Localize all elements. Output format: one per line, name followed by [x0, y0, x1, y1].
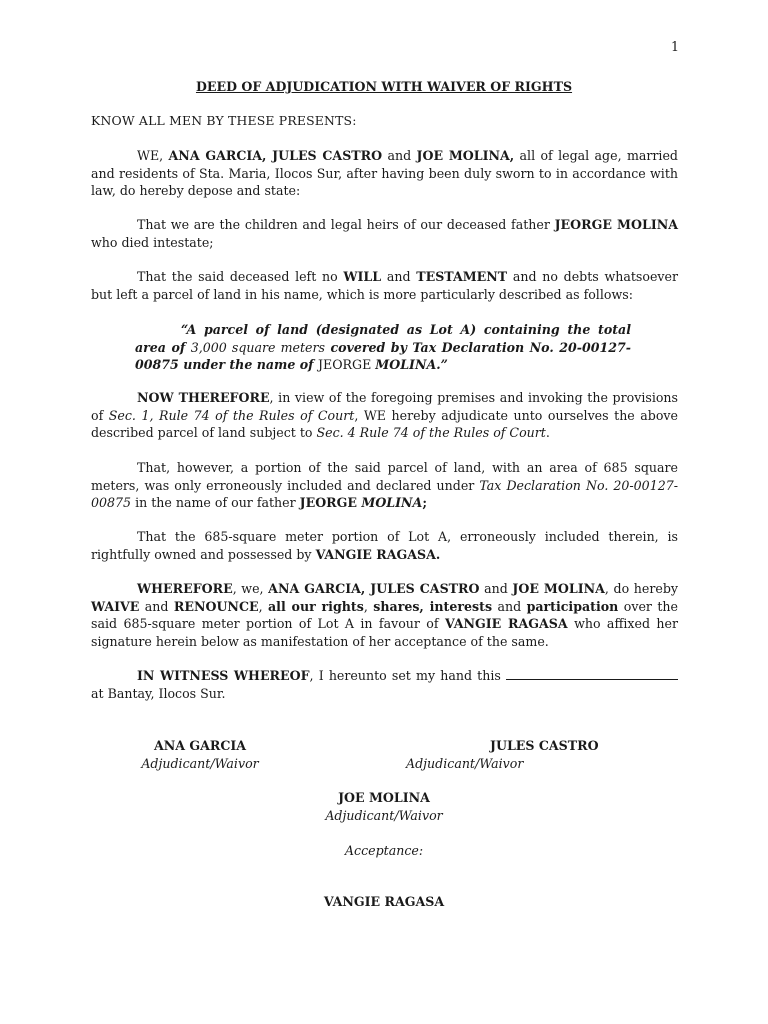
- land-description-quote: “A parcel of land (designated as Lot A) containing the total area of 3,000 square meters covered by Tax Declaration No. 20-00127-00875 under the name of JEORGE MOLINA.”: [135, 322, 631, 373]
- paragraph-estate: That the said deceased left no WILL and TESTAMENT and no debts whatsoever but left a parcel of land in his name, which is more particularly described as follows:: [91, 269, 678, 302]
- signature-block-joe-molina: JOE MOLINA Adjudicant/Waivor: [325, 790, 443, 823]
- document-title: DEED OF ADJUDICATION WITH WAIVER OF RIGHTS: [195, 79, 573, 94]
- acceptance-label: Acceptance:: [344, 843, 424, 858]
- date-blank-line: [506, 667, 678, 680]
- signature-block-ana-garcia: ANA GARCIA Adjudicant/Waivor: [141, 738, 259, 771]
- page-number: 1: [671, 39, 680, 54]
- signature-block-vangie-ragasa: VANGIE RAGASA: [323, 894, 445, 909]
- paragraph-portion: That, however, a portion of the said parcel of land, with an area of 685 square meters, was only erroneously included and declared under Tax Declaration No. 20-00127-00875 in the name of our father JEORGE MOLINA;: [91, 460, 678, 511]
- paragraph-ownership: That the 685-square meter portion of Lot A, erroneously included therein, is rightfully owned and possessed by VANGIE RAGASA.: [91, 529, 678, 562]
- paragraph-parties: WE, ANA GARCIA, JULES CASTRO and JOE MOLINA, all of legal age, married and residents of Sta. Maria, Ilocos Sur, after having been duly sworn to in accordance with law, do hereby depose and state:: [91, 148, 678, 199]
- paragraph-heirs: That we are the children and legal heirs of our deceased father JEORGE MOLINA who died intestate;: [91, 217, 678, 250]
- signature-block-jules-castro: JULES CASTRO Adjudicant/Waivor: [406, 738, 599, 771]
- paragraph-witness: IN WITNESS WHEREOF, I hereunto set my hand this at Bantay, Ilocos Sur.: [91, 667, 678, 702]
- paragraph-now-therefore: NOW THEREFORE, in view of the foregoing premises and invoking the provisions of Sec. 1, Rule 74 of the Rules of Court, WE hereby adjudicate unto ourselves the above described parcel of land subject to Sec. 4 Rule 74 of the Rules of Court.: [91, 390, 679, 441]
- intro-line: KNOW ALL MEN BY THESE PRESENTS:: [91, 113, 357, 128]
- paragraph-wherefore: WHEREFORE, we, ANA GARCIA, JULES CASTRO and JOE MOLINA, do hereby WAIVE and RENOUNCE, all our rights, shares, interests and participation over the said 685-square meter portion of Lot A in favour of VANGIE RAGASA who affixed her signature herein below as manifestation of her acceptance of the same.: [91, 581, 679, 649]
